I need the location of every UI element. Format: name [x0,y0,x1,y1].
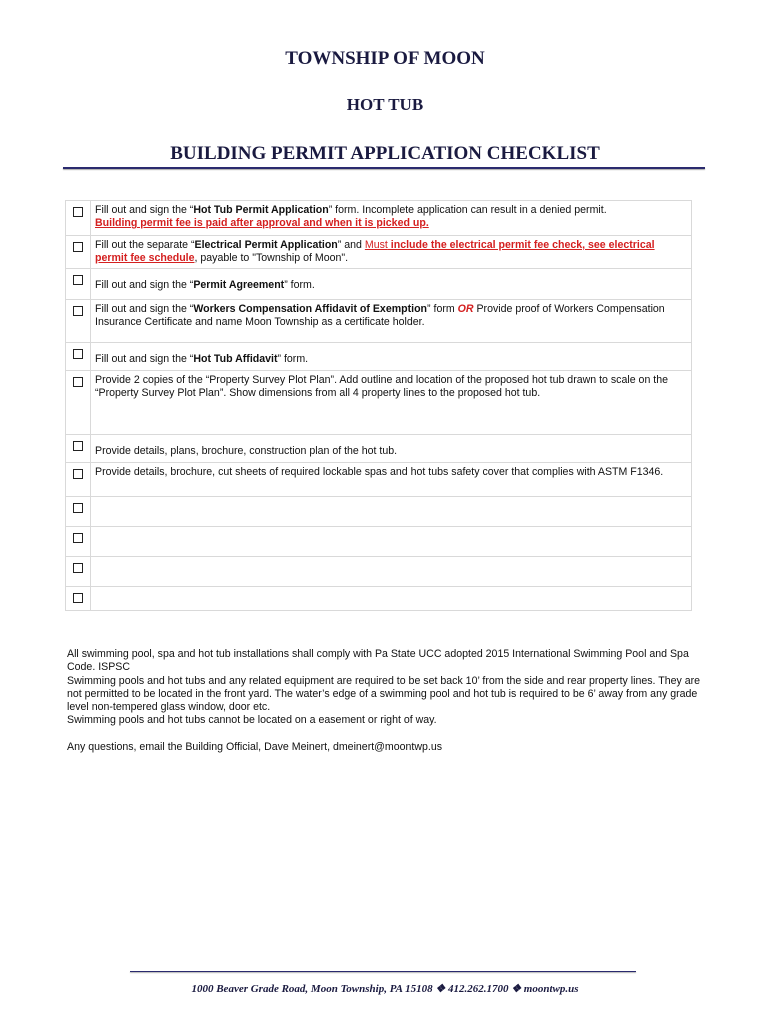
checkbox[interactable] [73,469,83,479]
permit-subject: HOT TUB [346,95,424,114]
code-note: All swimming pool, spa and hot tub installations shall comply with Pa State UCC adopted 2015 International Swimming Pool and Spa Code. ISPSC [67,648,689,674]
checkbox[interactable] [73,563,83,573]
checkbox[interactable] [73,503,83,513]
footer-address: 1000 Beaver Grade Road, Moon Township, PA 15108 ❖ 412.262.1700 ❖ moontwp.us [191,983,579,995]
township-title: TOWNSHIP OF MOON [285,48,485,69]
footer-rule [130,971,636,972]
checklist-row-4 [66,300,692,343]
checklist-item-text: Provide details, plans, brochure, construction plan of the hot tub. [91,435,692,463]
checklist-item-text: Provide details, brochure, cut sheets of required lockable spas and hot tubs safety cover that complies with ASTM F1346. [91,463,692,497]
checklist-row-6 [66,371,692,435]
checkbox[interactable] [73,275,83,285]
checklist-row-8 [66,463,692,497]
checkbox[interactable] [73,593,83,603]
checklist-item-text: Provide 2 copies of the “Property Survey Plot Plan”. Add outline and location of the proposed hot tub drawn to scale on the “Property Survey Plot Plan”. Show dimensions from all 4 property lines to the proposed hot tub. [91,371,692,435]
checkbox[interactable] [73,377,83,387]
checklist-row-11 [66,557,692,587]
checklist-item-blank[interactable] [91,497,692,527]
title-underline [63,167,705,169]
contact-line: Any questions, email the Building Official, Dave Meinert, dmeinert@moontwp.us [67,741,443,753]
checklist-row-12 [66,587,692,611]
checkbox[interactable] [73,533,83,543]
checklist-row-1 [66,201,692,236]
checklist-item-blank[interactable] [91,557,692,587]
checkbox[interactable] [73,207,83,217]
checklist-table [65,200,692,611]
checklist-item-blank[interactable] [91,587,692,611]
code-note: Swimming pools and hot tubs and any related equipment are required to be set back 10’ from the side and rear property lines. They are not permitted to be located in the front yard. The water’s edge of a swimming pool and hot tub is required to be 6’ away from any grade level non-tempered glass window, door etc. [67,674,701,714]
checklist-item-text: Fill out and sign the “Workers Compensation Affidavit of Exemption” form OR Provide proof of Workers Compensation Insurance Certificate and name Moon Township as a certificate holder. [91,300,692,343]
checkbox[interactable] [73,349,83,359]
checklist-title: BUILDING PERMIT APPLICATION CHECKLIST [170,143,600,164]
checklist-row-10 [66,527,692,557]
checklist-item-text: Fill out and sign the “Hot Tub Affidavit” form. [91,343,692,371]
checklist-row-3 [66,269,692,300]
checkbox[interactable] [73,306,83,316]
checklist-item-text: Fill out and sign the “Permit Agreement” form. [91,269,692,300]
code-notes [67,648,707,728]
checklist-row-2 [66,236,692,269]
checklist-item-blank[interactable] [91,527,692,557]
checklist-item-text: Fill out the separate “Electrical Permit Application” and Must include the electrical permit fee check, see electrical permit fee schedule, payable to "Township of Moon". [91,236,692,269]
code-note: Swimming pools and hot tubs cannot be located on a easement or right of way. [67,714,437,727]
checkbox[interactable] [73,441,83,451]
checklist-row-5 [66,343,692,371]
checkbox[interactable] [73,242,83,252]
checklist-row-9 [66,497,692,527]
fee-note: Building permit fee is paid after approval and when it is picked up. [95,217,429,229]
checklist-row-7 [66,435,692,463]
checklist-item-text: Fill out and sign the “Hot Tub Permit Application” form. Incomplete application can result in a denied permit. Building permit fee is paid after approval and when it is picked up. [91,201,692,236]
